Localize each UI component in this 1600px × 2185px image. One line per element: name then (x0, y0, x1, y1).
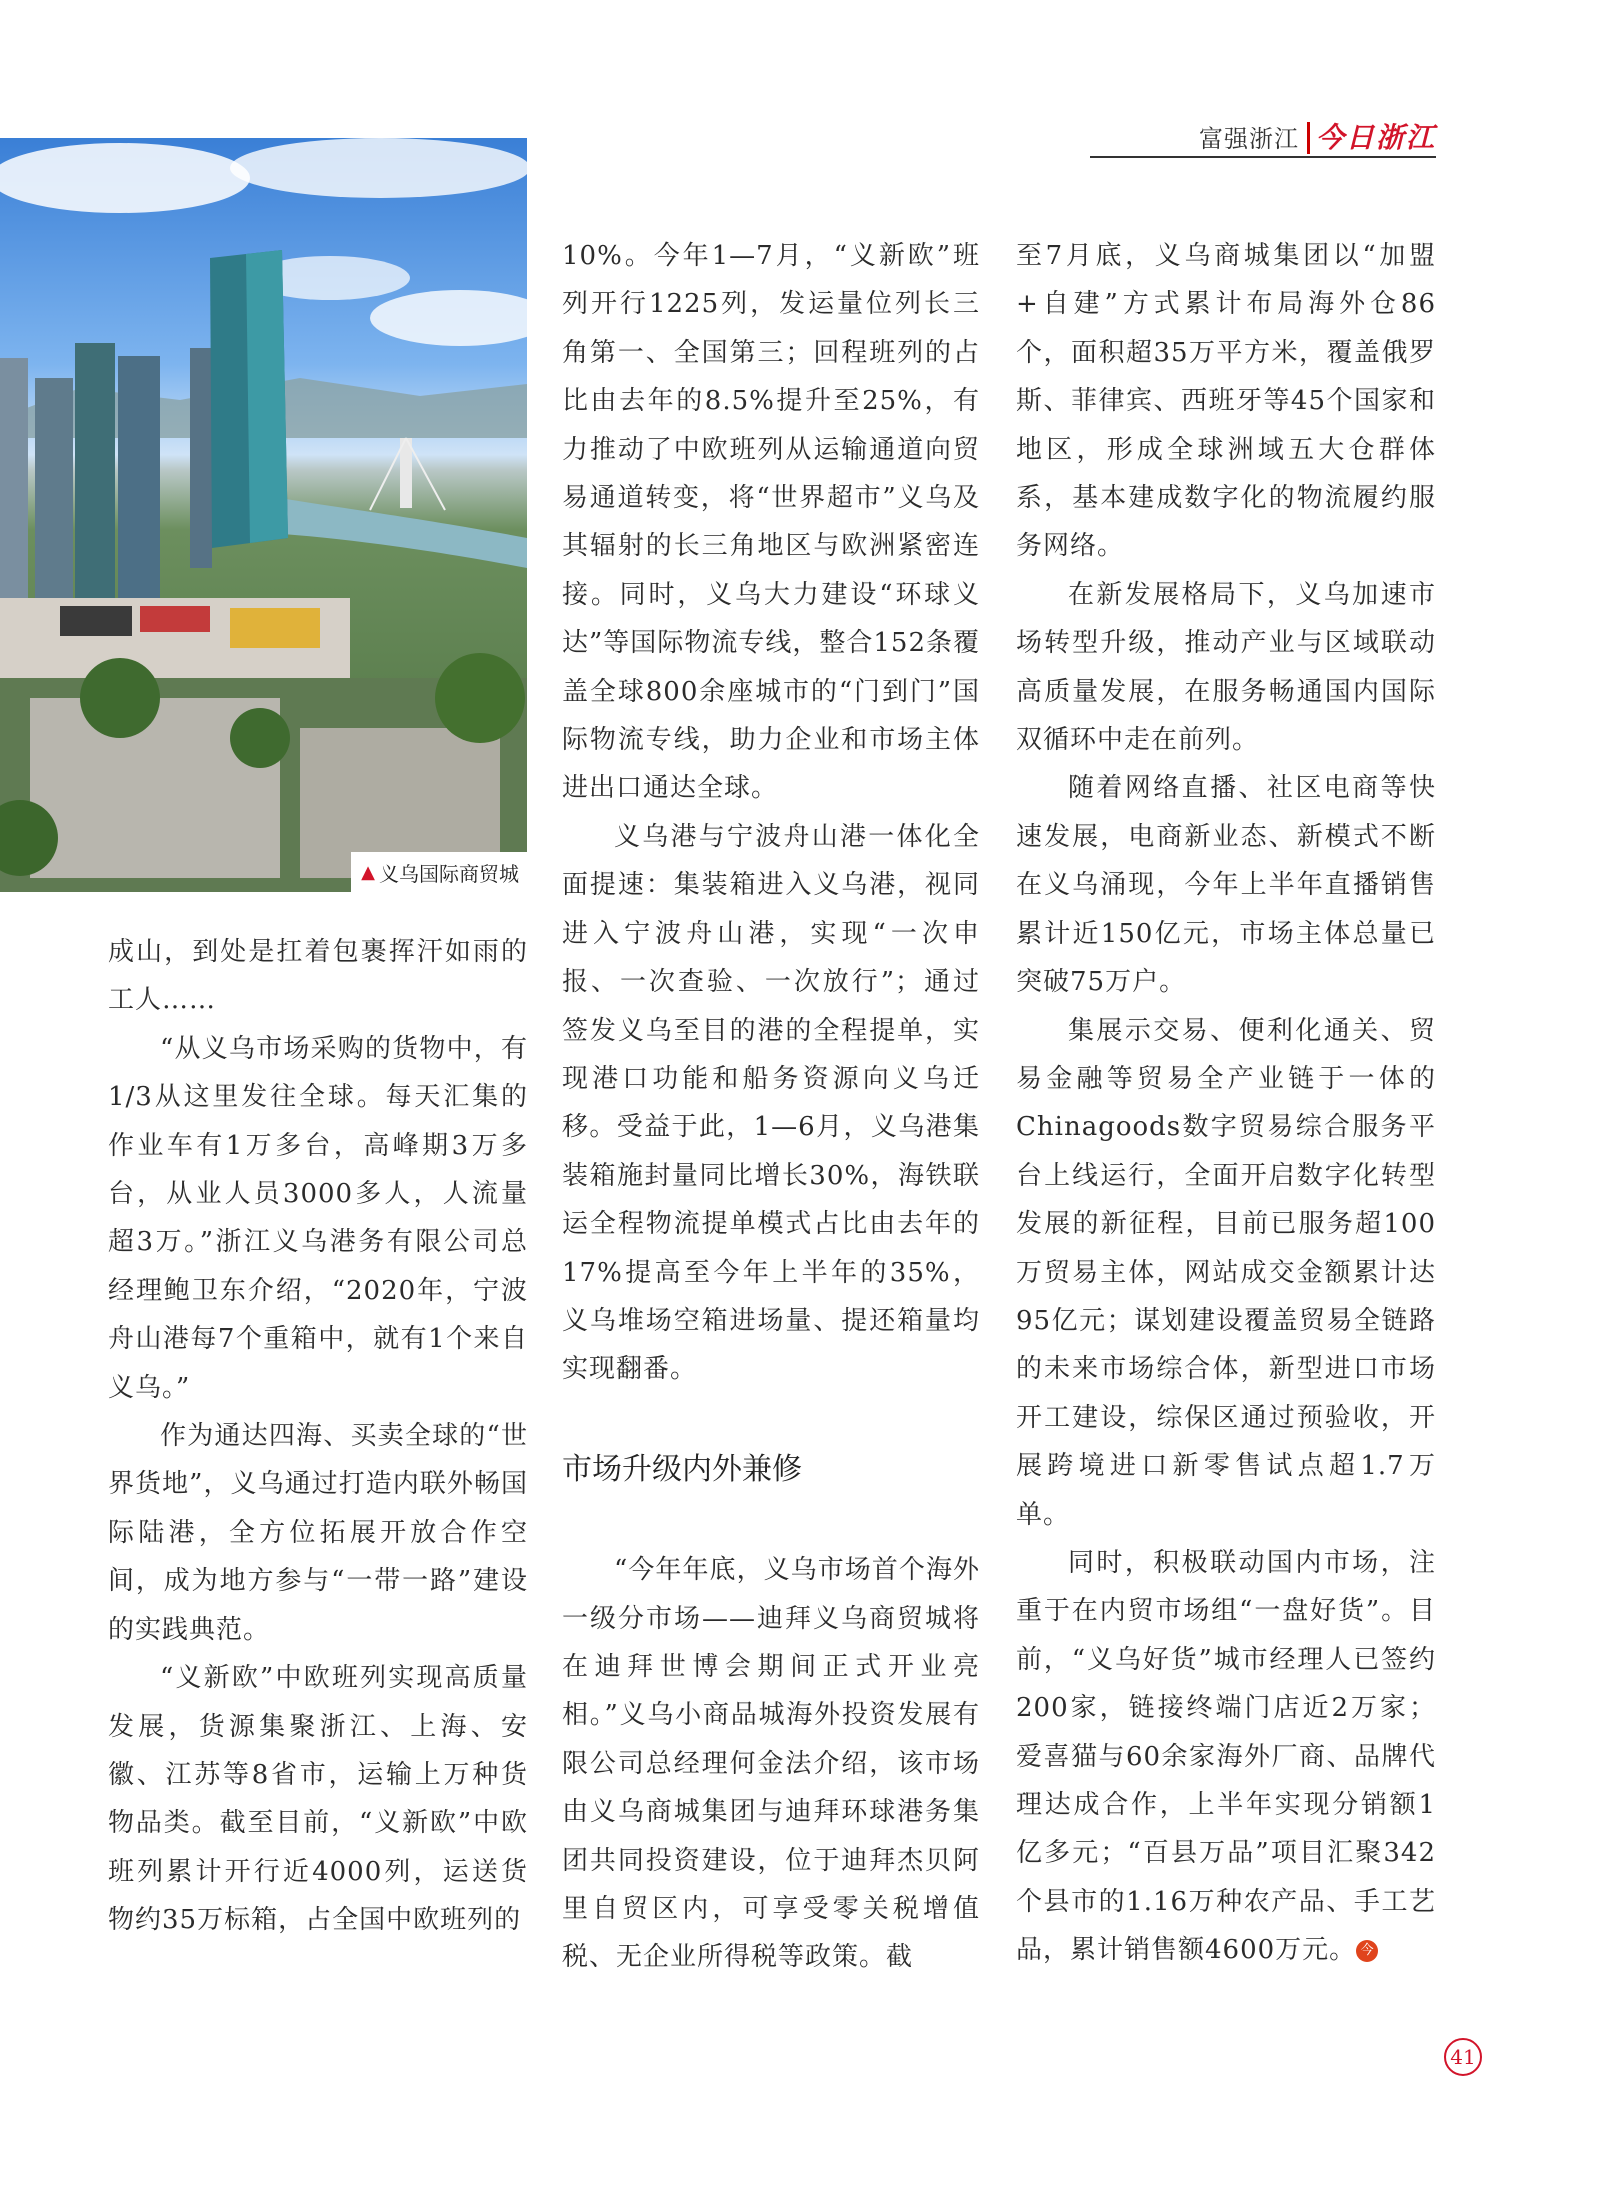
page-number: 41 (1444, 2038, 1482, 2076)
photo-caption (351, 852, 527, 892)
paragraph: 义乌港与宁波舟山港一体化全面提速：集装箱进入义乌港，视同进入宁波舟山港，实现“一次申报、一次查验、一次放行”；通过签发义乌至目的港的全程提单，实现港口功能和船务资源向义乌迁移。受益于此，1—6月，义乌港集装箱施封量同比增长30%，海铁联运全程物流提单模式占比由去年的17%提高至今年上半年的35%，义乌堆场空箱进场量、提还箱量均实现翻番。 (562, 821, 980, 1385)
caption-text: 义乌国际商贸城 (379, 861, 519, 886)
caption-triangle-icon: ▲ (361, 861, 375, 883)
article-end-mark-icon: 今 (1356, 1940, 1378, 1962)
paragraph-text: 同时，积极联动国内市场，注重于在内贸市场组“一盘好货”。目前，“义乌好货”城市经理人已签约200家，链接终端门店近2万家；爱喜猫与60余家海外厂商、品牌代理达成合作，上半年实现分销额1亿多元；“百县万品”项目汇聚342个县市的1.16万种农产品、手工艺品，累计销售额4600万元。 (1016, 1547, 1436, 1966)
article-column-2 (562, 232, 980, 1982)
paragraph: 10%。今年1—7月，“义新欧”班列开行1225列，发运量位列长三角第一、全国第三；回程班列的占比由去年的8.5%提升至25%，有力推动了中欧班列从运输通道向贸易通道转变，将“世界超市”义乌及其辐射的长三角地区与欧洲紧密连接。同时，义乌大力建设“环球义达”等国际物流专线，整合152条覆盖全球800余座城市的“门到门”国际物流专线，助力企业和市场主体进出口通达全球。 (562, 241, 980, 804)
page-header (1090, 120, 1436, 158)
city-photo (0, 138, 527, 892)
section-subheading: 市场升级内外兼修 (562, 1451, 802, 1487)
article-column-1 (108, 928, 528, 1945)
paragraph: “今年年底，义乌市场首个海外一级分市场——迪拜义乌商贸城将在迪拜世博会期间正式开业亮相。”义乌小商品城海外投资发展有限公司总经理何金法介绍，该市场由义乌商城集团与迪拜环球港务集团共同投资建设，位于迪拜杰贝阿里自贸区内，可享受零关税增值税、无企业所得税等政策。截 (562, 1555, 980, 1973)
magazine-logo: 今日浙江 (1315, 121, 1436, 154)
paragraph: 至7月底，义乌商城集团以“加盟+自建”方式累计布局海外仓86个，面积超35万平方米，覆盖俄罗斯、菲律宾、西班牙等45个国家和地区，形成全球洲域五大仓群体系，基本建成数字化的物流履约服务网络。 (1016, 241, 1436, 562)
paragraph: “义新欧”中欧班列实现高质量发展，货源集聚浙江、上海、安徽、江苏等8省市，运输上万种货物品类。截至目前，“义新欧”中欧班列累计开行近4000列，运送货物约35万标箱，占全国中欧班列的 (108, 1663, 528, 1936)
article-column-3 (1016, 232, 1436, 1975)
paragraph: 作为通达四海、买卖全球的“世界货地”，义乌通过打造内联外畅国际陆港，全方位拓展开放合作空间，成为地方参与“一带一路”建设的实践典范。 (108, 1421, 528, 1645)
paragraph: “从义乌市场采购的货物中，有1/3从这里发往全球。每天汇集的作业车有1万多台，高峰期3万多台，从业人员3000多人，人流量超3万。”浙江义乌港务有限公司总经理鲍卫东介绍，“2020年，宁波舟山港每7个重箱中，就有1个来自义乌。” (108, 1033, 528, 1403)
paragraph-last (1016, 1539, 1436, 1975)
city-illustration (0, 138, 527, 892)
section-label: 富强浙江 (1198, 125, 1299, 153)
header-divider (1307, 122, 1310, 154)
paragraph: 成山，到处是扛着包裹挥汗如雨的工人…… (108, 937, 528, 1016)
paragraph: 随着网络直播、社区电商等快速发展，电商新业态、新模式不断在义乌涌现，今年上半年直播销售累计近150亿元，市场主体总量已突破75万户。 (1016, 773, 1436, 998)
paragraph: 在新发展格局下，义乌加速市场转型升级，推动产业与区域联动高质量发展，在服务畅通国内国际双循环中走在前列。 (1016, 579, 1436, 756)
paragraph: 集展示交易、便利化通关、贸易金融等贸易全产业链于一体的Chinagoods数字贸易综合服务平台上线运行，全面开启数字化转型发展的新征程，目前已服务超100万贸易主体，网站成交金额累计达95亿元；谋划建设覆盖贸易全链路的未来市场综合体，新型进口市场开工建设，综保区通过预验收，开展跨境进口新零售试点超1.7万单。 (1016, 1015, 1436, 1530)
